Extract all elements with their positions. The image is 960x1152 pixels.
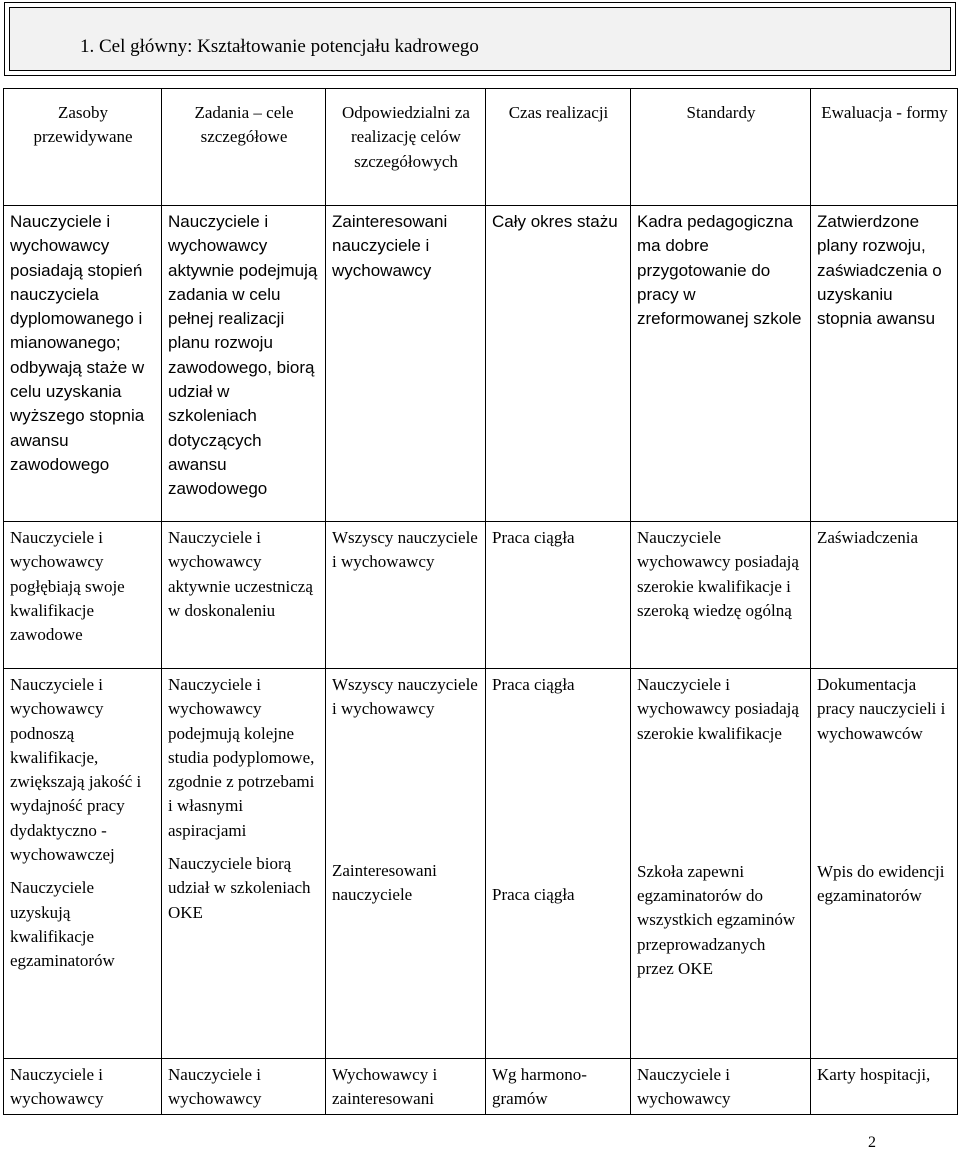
table-cell-evaluation: Karty hospitacji,: [811, 1059, 958, 1115]
cell-paragraph: Wszyscy nauczyciele i wychowawcy: [332, 675, 478, 719]
table-cell-responsible: Wychowawcy i zainteresowani: [326, 1059, 486, 1115]
cell-paragraph: Nauczyciele i wychowawcy podnoszą kwalifikacje, zwiększają jakość i wydajność pracy dydaktyczno - wychowawczej: [10, 675, 142, 865]
table-cell-standards: [631, 669, 811, 1059]
cell-paragraph: Nauczyciele i wychowawcy posiadają szerokie kwalifikacje: [637, 675, 799, 743]
table-row: [4, 1059, 958, 1115]
table-cell-resources: [4, 669, 162, 1059]
table-cell-resources: Nauczyciele i wychowawcy pogłębiają swoje kwalifikacje zawodowe: [4, 522, 162, 669]
cell-paragraph: Nauczyciele biorą udział w szkoleniach OKE: [168, 854, 311, 922]
table-cell-responsible: [326, 669, 486, 1059]
table-cell-responsible: Zainteresowani nauczyciele i wychowawcy: [326, 206, 486, 522]
title-shading: [9, 7, 951, 71]
header-row: [4, 89, 958, 206]
table-cell-standards: Kadra pedagogiczna ma dobre przygotowanie do pracy w zreformowanej szkole: [631, 206, 811, 522]
table-cell-tasks: Nauczyciele i wychowawcy: [162, 1059, 326, 1115]
header-cell: Odpowiedzialni za realizację celów szczegółowych: [326, 89, 486, 206]
table-cell-time: Wg harmono-gramów: [486, 1059, 631, 1115]
table-cell-time: Cały okres stażu: [486, 206, 631, 522]
header-cell: Czas realizacji: [486, 89, 631, 206]
table-cell-standards: Nauczyciele wychowawcy posiadają szerokie kwalifikacje i szeroką wiedzę ogólną: [631, 522, 811, 669]
header-cell: Zadania – cele szczegółowe: [162, 89, 326, 206]
table-cell-time: Praca ciągła: [486, 522, 631, 669]
header-cell: Standardy: [631, 89, 811, 206]
table-row: [4, 669, 958, 1059]
cell-paragraph: Nauczyciele i wychowawcy podejmują kolejne studia podyplomowe, zgodnie z potrzebami i własnymi aspiracjami: [168, 675, 315, 840]
table-cell-tasks: Nauczyciele i wychowawcy aktywnie podejmują zadania w celu pełnej realizacji planu rozwoju zawodowego, biorą udział w szkoleniach dotyczących awansu zawodowego: [162, 206, 326, 522]
table-row: [4, 206, 958, 522]
table-cell-responsible: Wszyscy nauczyciele i wychowawcy: [326, 522, 486, 669]
table-cell-evaluation: Zaświadczenia: [811, 522, 958, 669]
header-cell: Zasoby przewidywane: [4, 89, 162, 206]
table-cell-evaluation: Zatwierdzone plany rozwoju, zaświadczenia o uzyskaniu stopnia awansu: [811, 206, 958, 522]
cell-paragraph: Wpis do ewidencji egzaminatorów: [817, 861, 945, 906]
header-cell: Ewaluacja - formy: [811, 89, 958, 206]
cell-paragraph: Nauczyciele uzyskują kwalifikacje egzaminatorów: [10, 878, 115, 971]
cell-paragraph: Praca ciągła: [492, 885, 575, 905]
page-number: 2: [868, 1134, 876, 1151]
section-title: 1. Cel główny: Kształtowanie potencjału kadrowego: [80, 36, 479, 57]
cell-paragraph: Szkoła zapewni egzaminatorów do wszystkich egzaminów przeprowadzanych przez OKE: [637, 861, 796, 979]
table-cell-resources: Nauczyciele i wychowawcy posiadają stopień nauczyciela dyplomowanego i mianowanego; odbywają staże w celu uzyskania wyższego stopnia awansu zawodowego: [4, 206, 162, 522]
table-row: [4, 522, 958, 669]
table-cell-tasks: Nauczyciele i wychowawcy aktywnie uczestniczą w doskonaleniu: [162, 522, 326, 669]
table-cell-time: [486, 669, 631, 1059]
table-cell-tasks: [162, 669, 326, 1059]
cell-paragraph: Dokumentacja pracy nauczycieli i wychowawców: [817, 675, 946, 743]
plan-table: [3, 88, 958, 1115]
table-cell-resources: Nauczyciele i wychowawcy: [4, 1059, 162, 1115]
title-box: [4, 2, 956, 76]
cell-paragraph: Zainteresowani nauczyciele: [332, 860, 437, 904]
table-cell-standards: Nauczyciele i wychowawcy: [631, 1059, 811, 1115]
table-cell-evaluation: [811, 669, 958, 1059]
cell-paragraph: Praca ciągła: [492, 675, 575, 694]
